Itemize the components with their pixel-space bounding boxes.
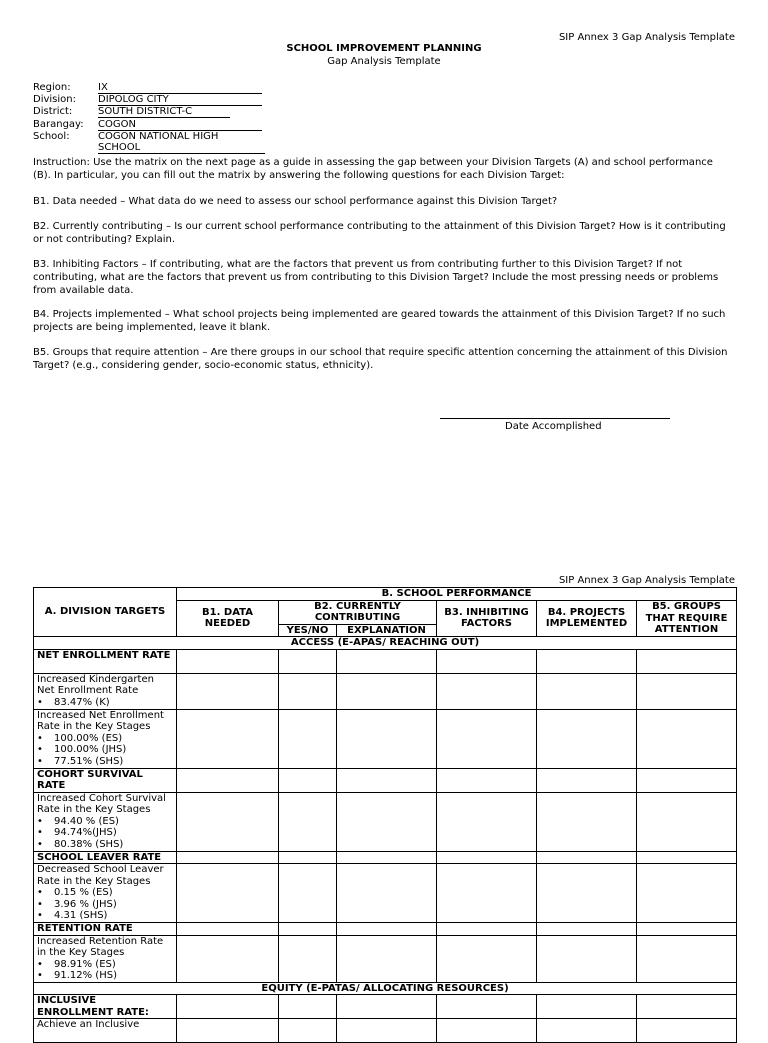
division-value: DIPOLOG CITY	[98, 94, 262, 106]
target-retention	[34, 935, 177, 982]
document-subtitle: Gap Analysis Template	[327, 56, 441, 67]
table-row	[34, 673, 737, 709]
table-row	[34, 649, 737, 673]
school-performance-header: B. SCHOOL PERFORMANCE	[177, 588, 737, 601]
table-row	[34, 864, 737, 923]
table-row	[34, 792, 737, 851]
school-label: School:	[33, 131, 70, 142]
category-inclusive-enrollment: INCLUSIVE ENROLLMENT RATE:	[34, 995, 177, 1019]
district-label: District:	[33, 106, 73, 117]
region-value: IX	[98, 82, 262, 94]
target-bullet: • 0.15 % (ES)	[37, 887, 173, 899]
target-text: Increased Net Enrollment Rate in the Key Stages	[37, 709, 164, 732]
b2-yes-no-header: YES/NO	[279, 624, 337, 637]
section-equity: EQUITY (E-PATAS/ ALLOCATING RESOURCES)	[34, 982, 737, 995]
target-text: Increased Kindergarten Net Enrollment Rate	[37, 673, 154, 696]
instruction-paragraph: Instruction: Use the matrix on the next page as a guide in assessing the gap between your Division Targets (A) and school performance (B). In particular, you can fill out the matrix by answering the following questions for each Division Target:	[33, 157, 713, 181]
target-bullet: • 3.96 % (JHS)	[37, 899, 173, 911]
target-inclusive-enrollment	[34, 1019, 177, 1043]
target-bullet: • 100.00% (JHS)	[37, 744, 173, 756]
gap-analysis-matrix	[33, 587, 737, 1043]
target-bullet: • 4.31 (SHS)	[37, 910, 173, 922]
b2-header: B2. CURRENTLY CONTRIBUTING	[279, 600, 437, 624]
category-cohort-survival: COHORT SURVIVAL RATE	[34, 768, 177, 792]
target-school-leaver	[34, 864, 177, 923]
table-row	[34, 709, 737, 768]
matrix-annex-label: SIP Annex 3 Gap Analysis Template	[558, 575, 735, 586]
b1-description: B1. Data needed – What data do we need to assess our school performance against this Division Target?	[33, 196, 558, 207]
barangay-label: Barangay:	[33, 119, 84, 130]
target-bullet: • 100.00% (ES)	[37, 733, 173, 745]
barangay-value: COGON	[98, 119, 262, 131]
table-row	[34, 851, 737, 864]
category-retention: RETENTION RATE	[34, 923, 177, 936]
b3-description: B3. Inhibiting Factors – If contributing, what are the factors that prevent us from contributing further to this Division Target? If not contributing, what are the factors that prevent us from contributing to this Division Target? Include the most pressing needs or problems from available data.	[33, 259, 719, 296]
division-label: Division:	[33, 94, 76, 105]
district-value: SOUTH DISTRICT-C	[98, 106, 230, 118]
b5-description: B5. Groups that require attention – Are there groups in our school that require specific attention concerning the attainment of this Division Target? (e.g., considering gender, socio-economic status, ethnicity).	[33, 347, 728, 371]
target-text: Achieve an Inclusive	[37, 1019, 140, 1030]
annex-label: SIP Annex 3 Gap Analysis Template	[558, 32, 735, 43]
b5-header: B5. GROUPS THAT REQUIRE ATTENTION	[637, 600, 737, 637]
b4-header: B4. PROJECTS IMPLEMENTED	[537, 600, 637, 637]
target-text: Increased Cohort Survival Rate in the Key Stages	[37, 792, 166, 815]
signature-line	[440, 418, 670, 419]
b3-header: B3. INHIBITING FACTORS	[437, 600, 537, 637]
section-access: ACCESS (E-APAS/ REACHING OUT)	[34, 637, 737, 650]
region-label: Region:	[33, 82, 71, 93]
target-bullet: • 83.47% (K)	[37, 697, 173, 709]
target-bullet: • 98.91% (ES)	[37, 959, 173, 971]
target-kinder-enrollment	[34, 673, 177, 709]
table-row	[34, 768, 737, 792]
category-net-enrollment: NET ENROLLMENT RATE	[34, 649, 177, 673]
target-bullet: • 80.38% (SHS)	[37, 839, 173, 851]
target-bullet: • 94.40 % (ES)	[37, 816, 173, 828]
category-school-leaver: SCHOOL LEAVER RATE	[34, 851, 177, 864]
target-key-stage-enrollment	[34, 709, 177, 768]
table-row	[34, 1019, 737, 1043]
school-value: COGON NATIONAL HIGH SCHOOL	[98, 131, 265, 154]
b2-description: B2. Currently contributing – Is our current school performance contributing to the attainment of this Division Target? How is it contributing or not contributing? Explain.	[33, 221, 726, 245]
target-bullet: • 94.74%(JHS)	[37, 827, 173, 839]
target-cohort-survival	[34, 792, 177, 851]
target-bullet: • 77.51% (SHS)	[37, 756, 173, 768]
date-accomplished-label: Date Accomplished	[505, 421, 602, 432]
b2-explanation-header: EXPLANATION	[337, 624, 437, 637]
target-bullet: • 91.12% (HS)	[37, 970, 173, 982]
table-row	[34, 923, 737, 936]
b4-description: B4. Projects implemented – What school projects being implemented are geared towards the attainment of this Division Target? If no such projects are being implemented, leave it blank.	[33, 309, 726, 333]
b1-header: B1. DATA NEEDED	[177, 600, 279, 637]
document-title: SCHOOL IMPROVEMENT PLANNING	[286, 43, 482, 54]
table-row	[34, 935, 737, 982]
table-row	[34, 995, 737, 1019]
target-text: Increased Retention Rate in the Key Stages	[37, 935, 164, 958]
target-text: Decreased School Leaver Rate in the Key Stages	[37, 864, 164, 887]
division-targets-header: A. DIVISION TARGETS	[34, 588, 177, 637]
